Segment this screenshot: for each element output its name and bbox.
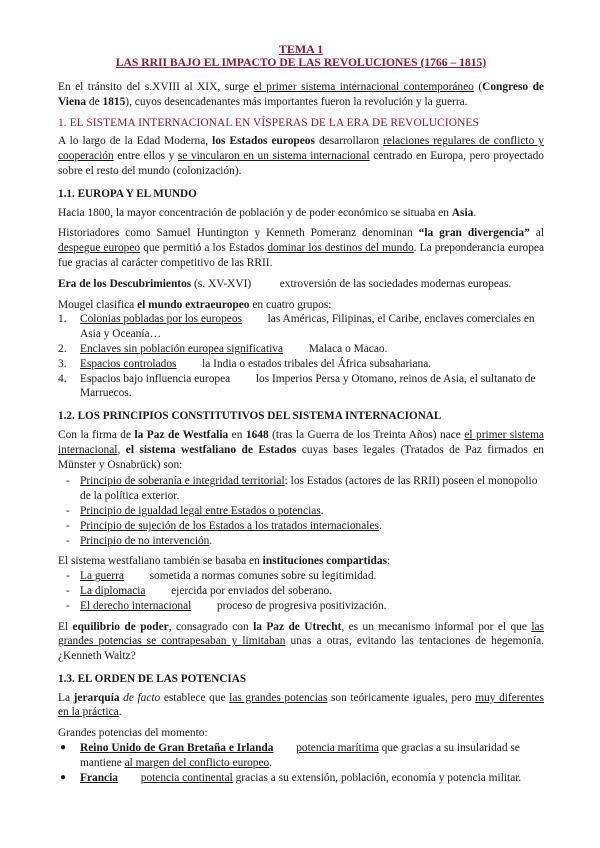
heading-1-1: 1.1. EUROPA Y EL MUNDO — [58, 187, 197, 200]
paragraph-1-3-a: La jerarquía de facto establece que las grandes potencias son teóricamente iguales, pero muy diferentes en la práctica. — [58, 691, 544, 719]
arrow-icon — [176, 357, 199, 372]
intro-paragraph: En el tránsito del s.XVIII al XIX, surge el primer sistema internacional contemporáneo (Congreso de Viena de 1815), cuyos desencadenantes más importantes fueron la revolución y la guerra. — [58, 81, 544, 108]
principles-list — [58, 474, 544, 548]
paragraph-1-2-c: El equilibrio de poder, consagrado con la Paz de Utrecht, es un mecanismo informal por el que las grandes potencias se contrapesaban y limitaban unas a otras, evitando las tentaciones de hegemonía. ¿Kenneth Waltz? — [58, 620, 544, 663]
list-item: - La diplomacia ejercida por enviados del soberano. — [66, 584, 333, 597]
list-item: - Principio de soberanía e integridad territorial: los Estados (actores de las RRII) poseen el monopolio de la política exterior. — [66, 475, 538, 503]
arrow-icon — [242, 312, 265, 327]
list-item: - Principio de sujeción de los Estados a los tratados internacionales. — [66, 519, 382, 532]
paragraph-1-1-c: Era de los Descubrimientos (s. XV-XVI) extroversión de las sociedades modernas europeas. — [58, 277, 512, 290]
list-item: ● Francia potencia continental gracias a su extensión, población, economía y potencia militar. — [60, 771, 522, 784]
heading-1-3: 1.3. EL ORDEN DE LAS POTENCIAS — [58, 672, 247, 685]
list-item: 4. Espacios bajo influencia europea los Imperios Persa y Otomano, reinos de Asia, el sultanato de Marruecos. — [58, 372, 536, 400]
list-item: - La guerra sometida a normas comunes sobre su legitimidad. — [66, 570, 377, 583]
arrow-icon — [191, 599, 214, 614]
list-item: 3. Espacios controlados la India o estados tribales del África subsahariana. — [58, 357, 432, 370]
paragraph-1-2-a: Con la firma de la Paz de Westfalia en 1648 (tras la Guerra de los Treinta Años) nace el primer sistema internacional, el sistema westfaliano de Estados cuyas bases legales (Tratados de Paz firmados en Münster y Osnabrück) son: — [58, 428, 544, 471]
paragraph-1-3-b: Grandes potencias del momento: — [58, 727, 208, 740]
arrow-icon — [145, 584, 168, 599]
list-item: - Principio de igualdad legal entre Estados o potencias. — [66, 504, 324, 517]
paragraph-1-1-a: Hacia 1800, la mayor concentración de población y de poder económico se situaba en Asia. — [58, 206, 477, 219]
powers-list — [58, 741, 544, 785]
arrow-icon — [230, 372, 253, 387]
arrow-icon — [273, 741, 296, 756]
arrow-icon — [124, 569, 147, 584]
list-item: - El derecho internacional proceso de progresiva positivización. — [66, 599, 387, 612]
document-subtitle: LAS RRII BAJO EL IMPACTO DE LAS REVOLUCIONES (1766 – 1815) — [115, 56, 487, 69]
list-item: ● Reino Unido de Gran Bretaña e Irlanda potencia marítima que gracias a su insularidad se mantiene al margen del conflicto europeo. — [60, 742, 520, 769]
arrow-icon — [283, 342, 306, 357]
paragraph-1-1-b: Historiadores como Samuel Huntington y Kenneth Pomeranz denominan “la gran divergencia” al despegue europeo que permitió a los Estados dominar los destinos del mundo. La preponderancia europea fue gracias al carácter competitivo de las RRII. — [58, 227, 545, 269]
arrow-icon — [118, 771, 141, 786]
list-item: 1. Colonias pobladas por los europeos las Américas, Filipinas, el Caribe, enclaves comerciales en Asia y Oceanía… — [58, 313, 535, 341]
document-title: TEMA 1 — [278, 42, 324, 56]
paragraph-1-2-b: El sistema westfaliano también se basaba en instituciones compartidas: — [58, 555, 391, 568]
document-page — [58, 42, 544, 791]
institutions-list — [58, 569, 544, 613]
paragraph-1-1-d: Mougel clasifica el mundo extraeuropeo en cuatro grupos: — [58, 298, 332, 311]
groups-list — [58, 312, 544, 401]
section-1-paragraph: A lo largo de la Edad Moderna, los Estados europeos desarrollaron relaciones regulares de conflicto y cooperación entre ellos y se vincularon en un sistema internacional centrado en Europa, pero proyectado sobre el resto del mundo (colonización). — [58, 135, 545, 177]
arrow-icon — [254, 277, 277, 292]
list-item: - Principio de no intervención. — [66, 534, 213, 547]
heading-1-2: 1.2. LOS PRINCIPIOS CONSTITUTIVOS DEL SISTEMA INTERNACIONAL — [58, 410, 442, 423]
list-item: 2. Enclaves sin población europea significativa Malaca o Macao. — [58, 342, 388, 355]
section-1-heading: 1. EL SISTEMA INTERNACIONAL EN VÍSPERAS DE LA ERA DE REVOLUCIONES — [58, 116, 479, 129]
